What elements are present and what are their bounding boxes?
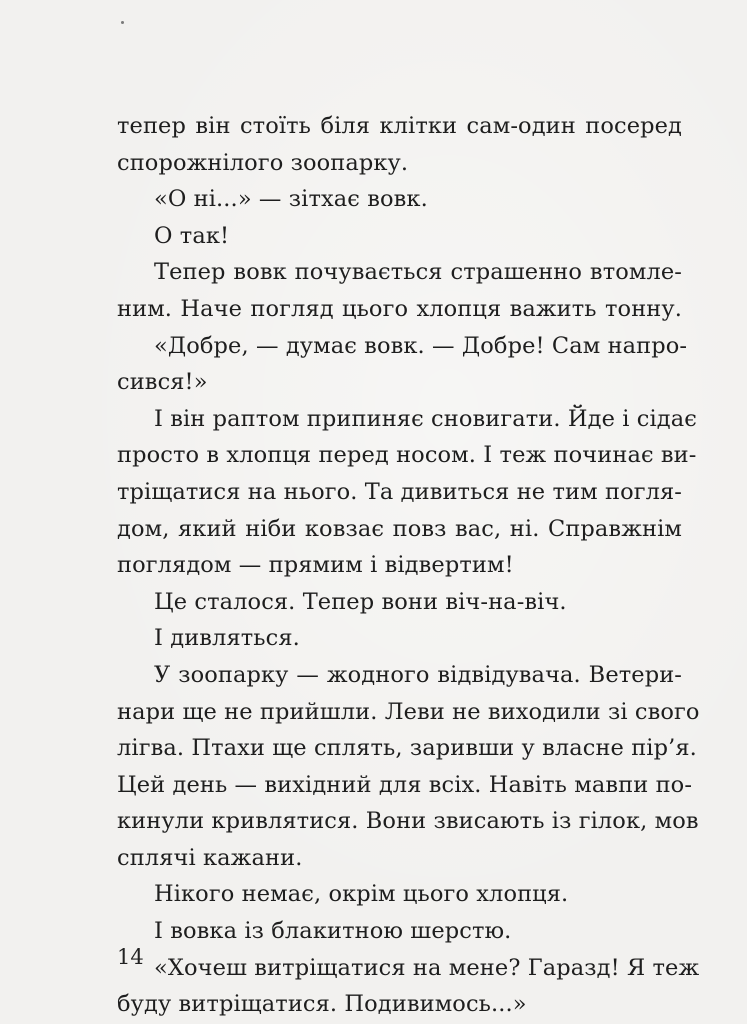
text-line: поглядом — прямим і відвертим! [117,552,514,579]
text-line: буду витріщатися. Подивимось...» [117,991,527,1018]
text-line: Це сталося. Тепер вони віч-на-віч. [154,588,567,615]
text-line: І він раптом припиняє сновигати. Йде і сідає [154,405,697,432]
text-line: сився!» [117,369,208,396]
text-line: сплячі кажани. [117,844,303,871]
text-line: І дивляться. [154,625,300,652]
text-line: Нікого немає, окрім цього хлопця. [154,881,569,908]
text-line: Цей день — вихідний для всіх. Навіть мавпи по- [117,771,693,798]
text-line: дом, який ніби ковзає повз вас, ні. Справжнім [117,515,682,542]
text-line: тріщатися на нього. Та дивиться не тим погля- [117,478,682,505]
text-line: нари ще не прийшли. Леви не виходили зі свого [117,698,700,725]
text-line: ним. Наче погляд цього хлопця важить тонну. [117,295,682,322]
paper-speck [121,21,124,24]
text-line: «О ні...» — зітхає вовк. [154,186,428,213]
text-line: «Хочеш витріщатися на мене? Гаразд! Я теж [154,954,700,981]
text-line: О так! [154,222,230,249]
text-line: «Добре, — думає вовк. — Добре! Сам напро- [154,332,688,359]
body-text [117,108,700,1023]
text-line: спорожнілого зоопарку. [117,149,409,176]
text-line: просто в хлопця перед носом. І теж починає ви- [117,442,697,469]
text-line: кинули кривлятися. Вони звисають із гілок, мов [117,808,699,835]
text-line: І вовка із блакитною шерстю. [154,918,512,945]
text-line: У зоопарку — жодного відвідувача. Ветери- [154,661,682,688]
text-line: тепер він стоїть біля клітки сам-один посеред [117,113,682,139]
text-line: Тепер вовк почувається страшенно втомле- [154,259,682,286]
text-line: лігва. Птахи ще сплять, заривши у власне пір’я. [117,735,697,762]
page-number: 14 [117,945,144,969]
